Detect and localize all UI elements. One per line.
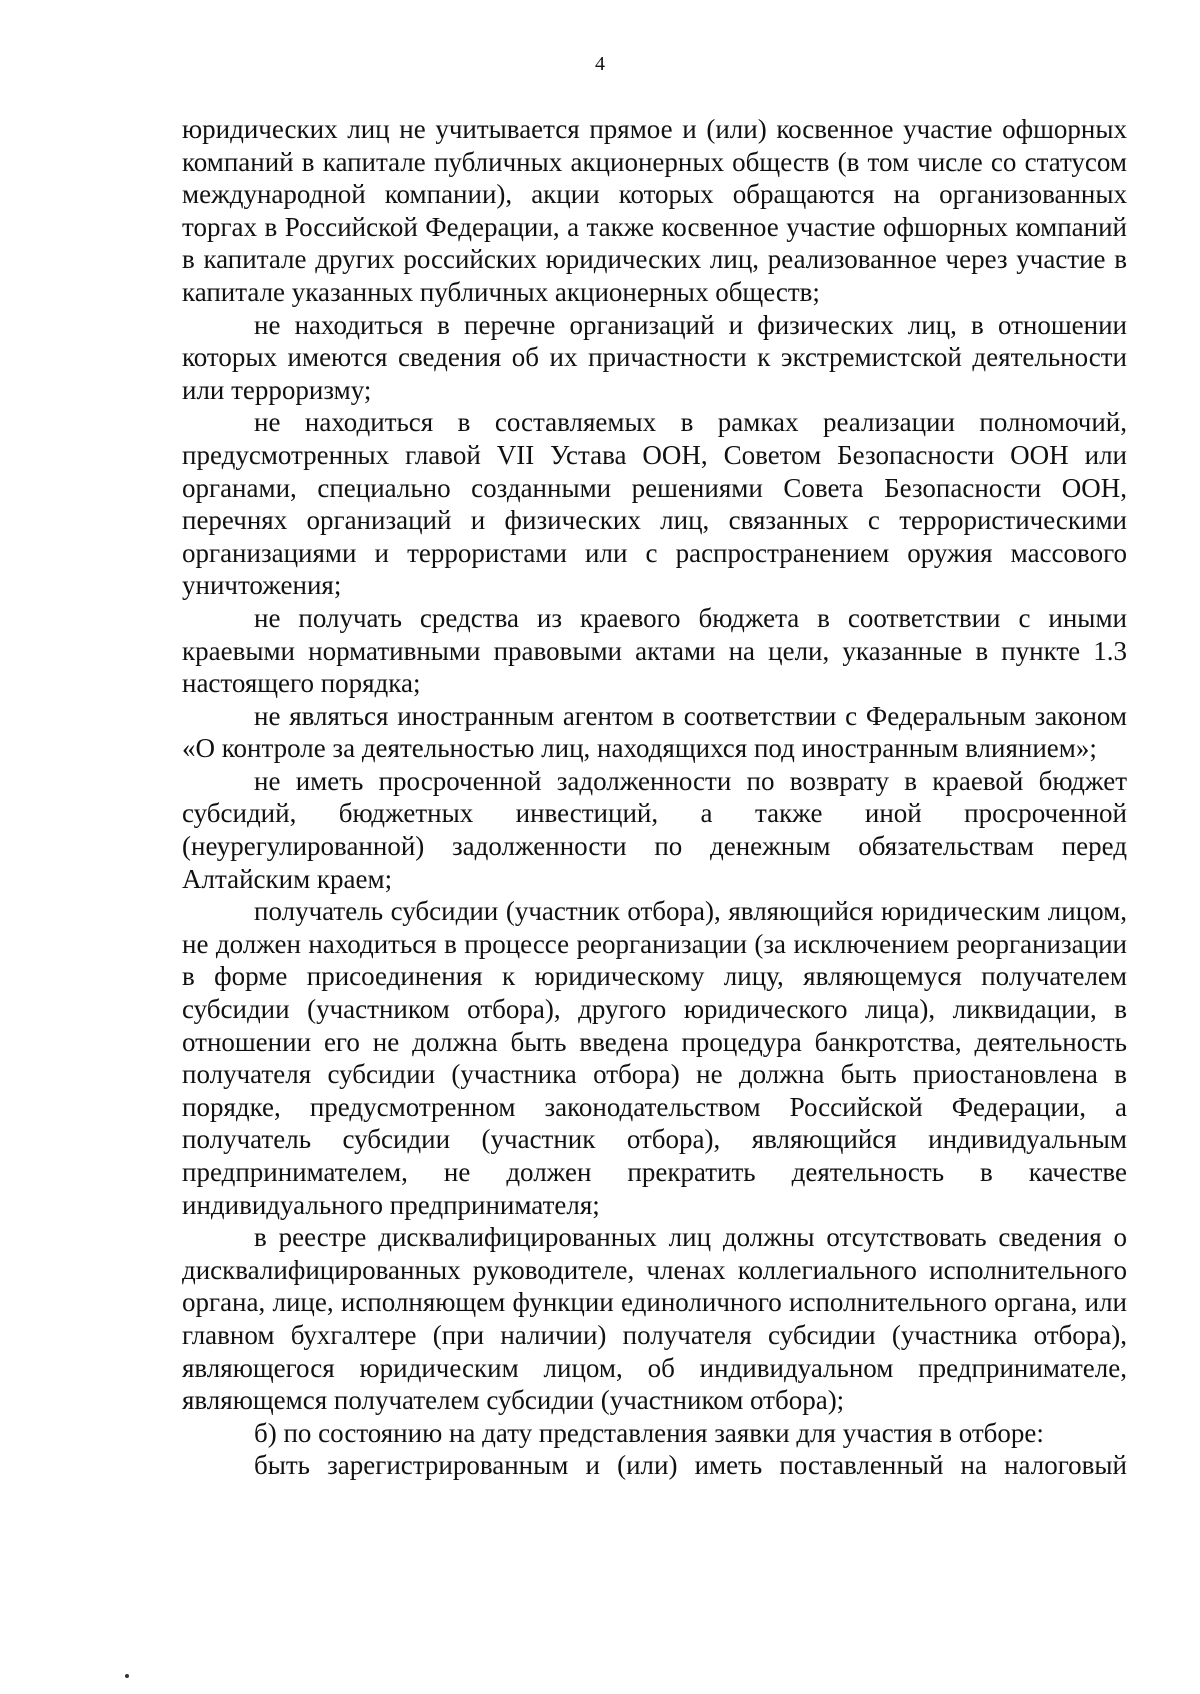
page-number: 4: [595, 53, 605, 75]
paragraph-extremism-list: не находиться в перечне организаций и физических лиц, в отношении которых имеются сведения об их причастности к экстремистской деятельности или терроризму;: [182, 309, 1127, 405]
paragraph-regional-budget-funds: не получать средства из краевого бюджета в соответствии с иными краевыми нормативными правовыми актами на цели, указанные в пункте 1.3 настоящего порядка;: [182, 602, 1127, 699]
paragraph-offshore-participation: юридических лиц не учитывается прямое и (или) косвенное участие офшорных компаний в капитале публичных акционерных обществ (в том числе со статусом международной компании), акции которых обращаются на организованных торгах в Российской Федерации, а также косвенное участие офшорных компаний в капитале других российских юридических лиц, реализованное через участие в капитале указанных публичных акционерных обществ;: [182, 114, 1127, 307]
paragraph-un-sanctions-list: не находиться в составляемых в рамках реализации полномочий, предусмотренных главой VII Устава ООН, Советом Безопасности ООН или органами, специально созданными решениями Совета Безопасности ООН, перечнях организаций и физических лиц, связанных с террористическими организациями и террористами или с распространением оружия массового уничтожения;: [182, 407, 1127, 601]
paragraph-application-date: б) по состоянию на дату представления заявки для участия в отборе:: [254, 1417, 1044, 1448]
scan-artifact-dot: [125, 1674, 129, 1678]
paragraph-disqualified-persons: в реестре дисквалифицированных лиц должны отсутствовать сведения о дисквалифицированных руководителе, членах коллегиального исполнительного органа, лице, исполняющем функции единоличного исполнительного органа, или главном бухгалтере (при наличии) получателя субсидии (участника отбора), являющегося юридическим лицом, об индивидуальном предпринимателе, являющемся получателем субсидии (участником отбора);: [182, 1222, 1127, 1416]
paragraph-tax-registration: быть зарегистрированным и (или) иметь поставленный на налоговый: [254, 1450, 1127, 1481]
paragraph-reorganization: получатель субсидии (участник отбора), являющийся юридическим лицом, не должен находиться в процессе реорганизации (за исключением реорганизации в форме присоединения к юридическому лицу, являющемуся получателем субсидии (участником отбора), другого юридического лица), ликвидации, в отношении его не должна быть введена процедура банкротства, деятельность получателя субсидии (участника отбора) не должна быть приостановлена в порядке, предусмотренном законодательством Российской Федерации, а получатель субсидии (участник отбора), являющийся индивидуальным предпринимателем, не должен прекратить деятельность в качестве индивидуального предпринимателя;: [182, 896, 1127, 1220]
document-body: [182, 113, 1127, 1482]
paragraph-foreign-agent: не являться иностранным агентом в соответствии с Федеральным законом «О контроле за деятельностью лиц, находящихся под иностранным влиянием»;: [182, 700, 1127, 764]
paragraph-overdue-debt: не иметь просроченной задолженности по возврату в краевой бюджет субсидий, бюджетных инвестиций, а также иной просроченной (неурегулированной) задолженности по денежным обязательствам перед Алтайским краем;: [182, 765, 1127, 894]
